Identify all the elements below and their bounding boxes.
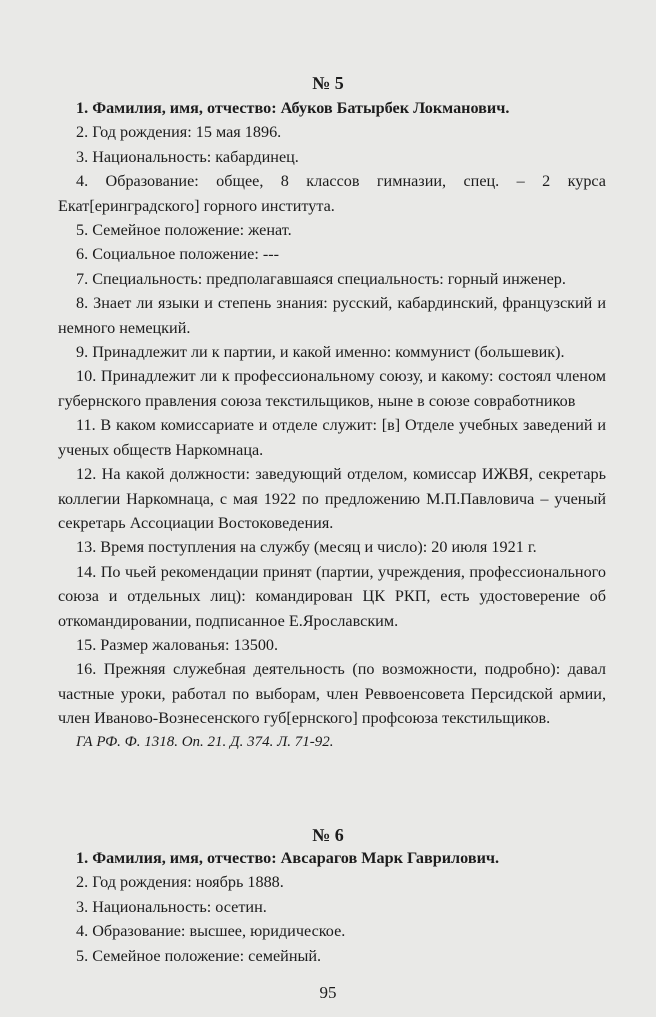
field-social-status: 6. Социальное положение: --- xyxy=(76,245,280,264)
field-position: 12. На какой должности: заведующий отделом, комиссар ИЖВЯ, секретарь коллегии Наркомнаца, с мая 1922 по предложению М.П.Павловича – ученый секретарь Ассоциации Востоковедения. xyxy=(58,465,606,532)
field-full-name: 1. Фамилия, имя, отчество: Абуков Батырбек Локманович. xyxy=(76,99,510,117)
field-trade-union: 10. Принадлежит ли к профессиональному союзу, и какому: состоял членом губернского правления союза текстильщиков, ныне в союзе совработников xyxy=(58,367,606,410)
field-languages: 8. Знает ли языки и степень знания: русский, кабардинский, французский и немного немецкий. xyxy=(58,294,606,337)
field-nationality: 3. Национальность: осетин. xyxy=(76,897,267,916)
field-hire-date: 13. Время поступления на службу (месяц и число): 20 июля 1921 г. xyxy=(76,538,537,557)
archive-source-citation: ГА РФ. Ф. 1318. Оп. 21. Д. 374. Л. 71-92. xyxy=(76,733,334,750)
questionnaire-entry xyxy=(58,846,606,968)
field-marital-status: 5. Семейное положение: женат. xyxy=(76,221,292,240)
field-salary: 15. Размер жалованья: 13500. xyxy=(76,635,279,654)
document-number-heading: № 6 xyxy=(312,825,344,845)
field-full-name: 1. Фамилия, имя, отчество: Авсарагов Марк Гаврилович. xyxy=(76,849,500,867)
field-education: 4. Образование: общее, 8 классов гимназии, спец. – 2 курса Екат[еринградского] горного института. xyxy=(58,172,606,215)
field-commissariat: 11. В каком комиссариате и отделе служит: [в] Отделе учебных заведений и ученых обществ Наркомнаца. xyxy=(58,416,606,459)
field-previous-work: 16. Прежняя служебная деятельность (по возможности, подробно): давал частные уроки, работал по выборам, член Реввоенсовета Персидской армии, член Иваново-Вознесенского губ[ернского] профсоюза текстильщиков. xyxy=(58,660,606,728)
field-specialty: 7. Специальность: предполагавшаяся специальность: горный инженер. xyxy=(76,269,566,288)
field-birth-date: 2. Год рождения: ноябрь 1888. xyxy=(76,873,284,892)
document-number-heading: № 5 xyxy=(312,73,344,93)
field-birth-date: 2. Год рождения: 15 мая 1896. xyxy=(76,123,282,142)
field-education: 4. Образование: высшее, юридическое. xyxy=(76,922,346,941)
page-number: 95 xyxy=(319,983,337,1002)
questionnaire-entry xyxy=(58,96,606,753)
field-nationality: 3. Национальность: кабардинец. xyxy=(76,147,299,166)
field-recommendation: 14. По чьей рекомендации принят (партии, учреждения, профессионального союза и отдельных лиц): командирован ЦК РКП, есть удостоверение об откомандировании, подписанное Е.Ярославским. xyxy=(58,562,606,630)
field-marital-status: 5. Семейное положение: семейный. xyxy=(76,946,322,965)
field-party: 9. Принадлежит ли к партии, и какой именно: коммунист (большевик). xyxy=(76,343,565,362)
